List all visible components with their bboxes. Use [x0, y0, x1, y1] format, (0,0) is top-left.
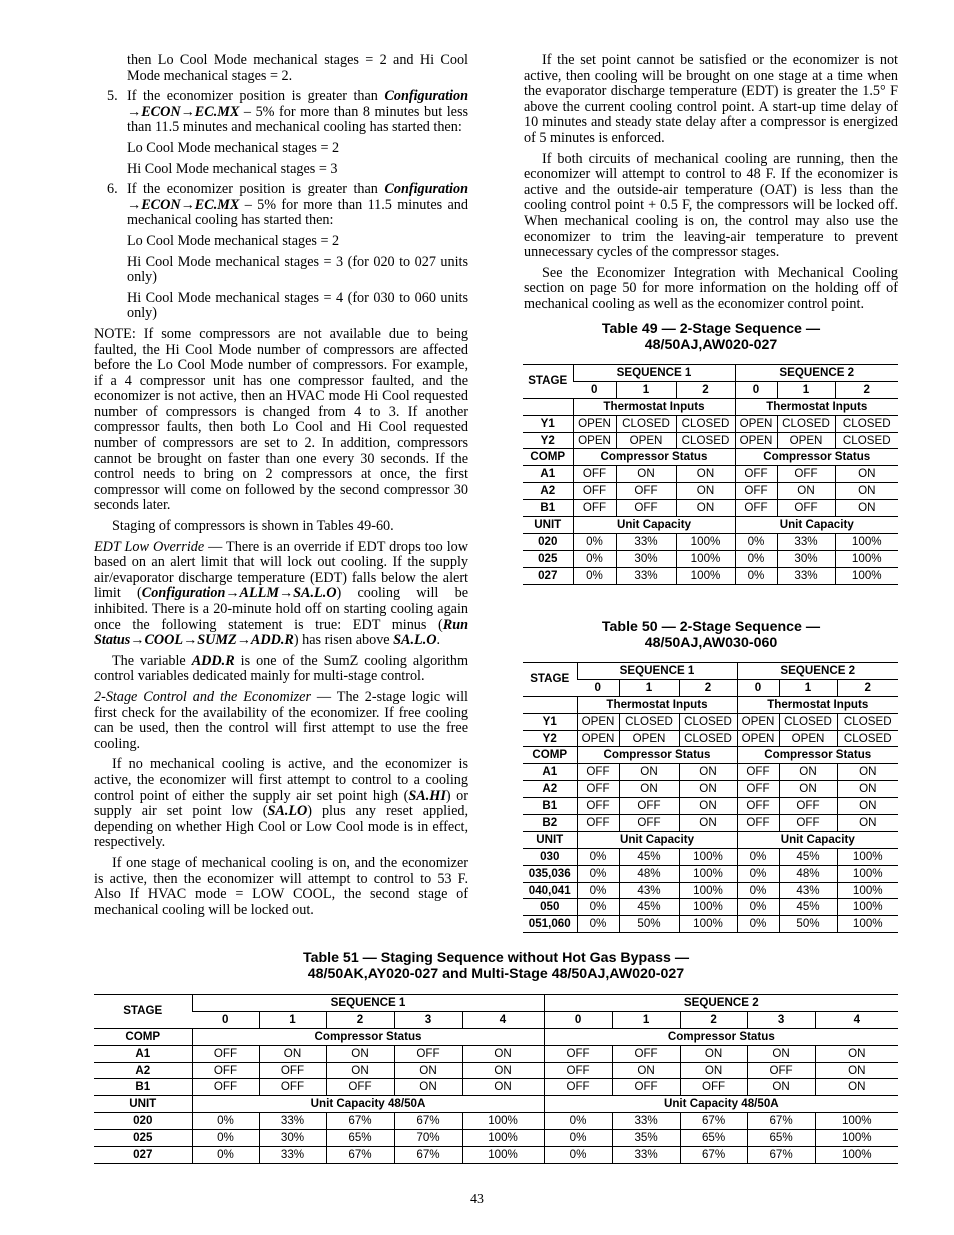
- table-row: [523, 533, 898, 550]
- table-cell: ON: [676, 483, 735, 500]
- table-cell: OPEN: [737, 713, 779, 730]
- comp-header-row: COMP Compressor Status Compressor Status: [94, 1028, 898, 1045]
- table-cell: CLOSED: [679, 730, 737, 747]
- addr-paragraph: The variable ADD.R is one of the SumZ cooling algorithm control variables dedicated mainly for multi-stage control.: [94, 652, 468, 685]
- table-cell: ON: [679, 815, 737, 832]
- table-row: [523, 432, 898, 449]
- table-cell: OFF: [577, 798, 619, 815]
- table-row: [523, 798, 898, 815]
- table-row: [523, 730, 898, 747]
- table-cell: ON: [394, 1062, 462, 1079]
- row-label: B1: [523, 798, 577, 815]
- table-51-title: Table 51 — Staging Sequence without Hot Gas Bypass — 48/50AK,AY020-027 and Multi-Stage 48/50AJ,AW020-027: [302, 950, 690, 982]
- table-row: [94, 1079, 898, 1096]
- row-label: A2: [523, 781, 577, 798]
- table-cell: OFF: [544, 1062, 612, 1079]
- table-cell: 100%: [835, 567, 898, 584]
- table-cell: OFF: [326, 1079, 394, 1096]
- table-cell: OFF: [779, 798, 837, 815]
- table-cell: 33%: [612, 1113, 680, 1130]
- table-cell: OPEN: [573, 415, 616, 432]
- table-cell: 100%: [679, 848, 737, 865]
- table-cell: ON: [326, 1045, 394, 1062]
- table-cell: OFF: [735, 466, 777, 483]
- table-cell: 0%: [577, 848, 619, 865]
- table-row: [94, 1113, 898, 1130]
- table-cell: OPEN: [619, 730, 679, 747]
- table-49-title: Table 49 — 2-Stage Sequence — 48/50AJ,AW020-027: [601, 321, 821, 353]
- table-cell: ON: [679, 764, 737, 781]
- stage-header: STAGE: [523, 663, 577, 697]
- table-cell: 30%: [777, 550, 835, 567]
- table-cell: 0%: [192, 1113, 259, 1130]
- row-label: Y2: [523, 432, 573, 449]
- table-cell: 100%: [679, 882, 737, 899]
- table-cell: OFF: [680, 1079, 747, 1096]
- table-cell: 67%: [394, 1147, 462, 1164]
- steps-row: 0 1 2 3 4 0 1 2 3 4: [94, 1011, 898, 1028]
- table-row: [523, 415, 898, 432]
- table-cell: ON: [394, 1079, 462, 1096]
- table-cell: 33%: [616, 533, 676, 550]
- table-cell: OFF: [735, 483, 777, 500]
- table-cell: 48%: [779, 865, 837, 882]
- table-row: [523, 848, 898, 865]
- steps-row: 0 1 2 0 1 2: [523, 381, 898, 398]
- table-cell: OPEN: [737, 730, 779, 747]
- row-label: 025: [523, 550, 573, 567]
- both-circuits-paragraph: If both circuits of mechanical cooling are running, then the economizer will attempt to control to 48 F. If the economizer is active and the outside-air temperature (OAT) is less than the cooling control point + 0.5 F, the compressors will be locked off. When mechanical cooling is on, the control may also use the economizer to trim the leaving-air temperature to prevent unnecessary cycles of the compressor stages.: [524, 150, 898, 261]
- table-cell: ON: [616, 466, 676, 483]
- table-cell: ON: [612, 1062, 680, 1079]
- sequence-1-header: SEQUENCE 1: [573, 365, 735, 382]
- table-row: [523, 781, 898, 798]
- table-row: [523, 882, 898, 899]
- table-cell: 67%: [680, 1113, 747, 1130]
- right-column: [524, 53, 898, 318]
- row-label: 027: [538, 568, 558, 582]
- table-row: [94, 1147, 898, 1164]
- sequence-2-header: SEQUENCE 2: [544, 995, 898, 1012]
- table-cell: OFF: [619, 798, 679, 815]
- table-row: [523, 550, 898, 567]
- table-row: [523, 567, 898, 584]
- table-cell: 65%: [326, 1130, 394, 1147]
- row-label: Y1: [523, 713, 577, 730]
- table-cell: OPEN: [777, 432, 835, 449]
- sequence-1-header: SEQUENCE 1: [577, 663, 737, 680]
- table-cell: 45%: [779, 899, 837, 916]
- row-label: 020: [523, 533, 573, 550]
- table-cell: ON: [777, 483, 835, 500]
- table-cell: ON: [747, 1045, 815, 1062]
- table-cell: 100%: [462, 1147, 544, 1164]
- table-cell: 43%: [619, 882, 679, 899]
- table-cell: 100%: [835, 533, 898, 550]
- table-cell: OFF: [192, 1045, 259, 1062]
- table-cell: 33%: [616, 567, 676, 584]
- table-cell: 100%: [815, 1113, 898, 1130]
- table-cell: 67%: [394, 1113, 462, 1130]
- table-cell: 33%: [777, 533, 835, 550]
- row-label: 050: [523, 899, 577, 916]
- list-item-6: 6. If the economizer position is greater than Configuration →ECON→EC.MX – 5% for more than 11.5 minutes and mechanical cooling has started then:: [107, 181, 468, 229]
- table-cell: 0%: [192, 1147, 259, 1164]
- table-cell: CLOSED: [777, 415, 835, 432]
- table-cell: ON: [462, 1062, 544, 1079]
- table-row: [523, 865, 898, 882]
- table-cell: OPEN: [577, 730, 619, 747]
- table-cell: OFF: [192, 1062, 259, 1079]
- table-cell: ON: [815, 1045, 898, 1062]
- table-cell: OFF: [612, 1045, 680, 1062]
- table-cell: OFF: [737, 815, 779, 832]
- table-cell: 67%: [326, 1113, 394, 1130]
- row-label: B1: [94, 1079, 192, 1096]
- table-cell: 50%: [779, 916, 837, 933]
- table-cell: 0%: [737, 916, 779, 933]
- table-row: [94, 1130, 898, 1147]
- table-cell: ON: [259, 1045, 326, 1062]
- table-cell: ON: [815, 1062, 898, 1079]
- table-row: [94, 1045, 898, 1062]
- table-row: [523, 483, 898, 500]
- row-label: A1: [94, 1045, 192, 1062]
- table-49: [523, 364, 898, 585]
- one-stage-paragraph: If one stage of mechanical cooling is on, and the economizer is active, then the economizer will attempt to control to 53 F. Also If HVAC mode = LOW COOL, the second stage of mechanical cooling will be locked out.: [94, 854, 468, 918]
- thermostat-header-row: Thermostat Inputs Thermostat Inputs: [523, 696, 898, 713]
- table-cell: CLOSED: [676, 432, 735, 449]
- table-cell: CLOSED: [616, 415, 676, 432]
- item6-lo-cool: Lo Cool Mode mechanical stages = 2: [127, 232, 340, 249]
- table-cell: OFF: [259, 1079, 326, 1096]
- table-cell: ON: [837, 815, 898, 832]
- table-cell: 0%: [573, 550, 616, 567]
- no-mech-paragraph: If no mechanical cooling is active, and the economizer is active, the economizer will first attempt to control to a cooling control point of either the supply air set point high (SA.HI) or supply air set point low (SA.LO) plus any reset applied, depending on whether High Cool or Low Cool mode is in effect, respectively.: [94, 756, 469, 851]
- table-cell: ON: [835, 500, 898, 517]
- comp-header-row: COMP Compressor Status Compressor Status: [523, 747, 898, 764]
- table-50: [523, 662, 898, 933]
- table-cell: ON: [779, 764, 837, 781]
- row-label: 051,060: [528, 917, 571, 931]
- comp-header-row: COMP Compressor Status Compressor Status: [523, 449, 898, 466]
- table-cell: 100%: [679, 865, 737, 882]
- table-cell: 100%: [815, 1130, 898, 1147]
- table-cell: OFF: [577, 815, 619, 832]
- table-row: [523, 466, 898, 483]
- table-cell: CLOSED: [679, 713, 737, 730]
- table-cell: OFF: [192, 1079, 259, 1096]
- table-cell: 0%: [737, 848, 779, 865]
- table-cell: OFF: [747, 1062, 815, 1079]
- table-cell: OFF: [737, 781, 779, 798]
- sequence-2-header: SEQUENCE 2: [737, 663, 898, 680]
- table-cell: 0%: [577, 882, 619, 899]
- table-cell: 33%: [777, 567, 835, 584]
- row-label: 027: [133, 1147, 153, 1161]
- table-cell: ON: [680, 1045, 747, 1062]
- steps-row: 0 1 2 0 1 2: [523, 679, 898, 696]
- row-label: 020: [94, 1113, 192, 1130]
- table-cell: 33%: [259, 1147, 326, 1164]
- table-cell: OFF: [544, 1045, 612, 1062]
- table-cell: 43%: [779, 882, 837, 899]
- table-cell: ON: [837, 764, 898, 781]
- table-cell: OPEN: [616, 432, 676, 449]
- table-cell: 45%: [619, 848, 679, 865]
- table-cell: CLOSED: [837, 713, 898, 730]
- row-label: 040,041: [523, 882, 577, 899]
- staging-paragraph: Staging of compressors is shown in Tables 49-60.: [112, 518, 394, 535]
- table-cell: OFF: [544, 1079, 612, 1096]
- table-cell: ON: [462, 1079, 544, 1096]
- unit-header-row: UNIT Unit Capacity Unit Capacity: [523, 517, 898, 534]
- table-cell: ON: [835, 483, 898, 500]
- table-cell: OFF: [777, 500, 835, 517]
- table-cell: ON: [779, 781, 837, 798]
- table-cell: 100%: [837, 899, 898, 916]
- table-cell: ON: [676, 466, 735, 483]
- table-51: [94, 994, 898, 1164]
- table-cell: ON: [835, 466, 898, 483]
- table-cell: 100%: [676, 567, 735, 584]
- table-cell: 67%: [747, 1113, 815, 1130]
- table-cell: 67%: [680, 1147, 747, 1164]
- item5-lo-cool: Lo Cool Mode mechanical stages = 2: [127, 139, 340, 156]
- table-cell: 0%: [573, 567, 616, 584]
- table-cell: OFF: [612, 1079, 680, 1096]
- table-cell: 100%: [679, 916, 737, 933]
- table-cell: 100%: [837, 882, 898, 899]
- table-cell: 0%: [577, 916, 619, 933]
- table-cell: 100%: [837, 916, 898, 933]
- table-cell: OFF: [394, 1045, 462, 1062]
- table-cell: 100%: [676, 550, 735, 567]
- row-label: A2: [94, 1062, 192, 1079]
- table-cell: OFF: [777, 466, 835, 483]
- table-cell: ON: [680, 1062, 747, 1079]
- table-cell: ON: [462, 1045, 544, 1062]
- table-cell: 65%: [680, 1130, 747, 1147]
- table-cell: CLOSED: [835, 415, 898, 432]
- table-cell: 48%: [619, 865, 679, 882]
- row-label: Y2: [523, 730, 577, 747]
- table-cell: 100%: [679, 899, 737, 916]
- stage-header: STAGE: [523, 365, 573, 399]
- table-cell: OFF: [737, 764, 779, 781]
- table-cell: CLOSED: [676, 415, 735, 432]
- table-cell: 0%: [735, 567, 777, 584]
- table-cell: 0%: [735, 550, 777, 567]
- table-cell: 50%: [619, 916, 679, 933]
- table-cell: 100%: [676, 533, 735, 550]
- table-row: [523, 899, 898, 916]
- table-row: [523, 713, 898, 730]
- table-cell: 0%: [735, 533, 777, 550]
- table-cell: 45%: [779, 848, 837, 865]
- see-also-paragraph: See the Economizer Integration with Mechanical Cooling section on page 50 for more information on the holding off of mechanical cooling as well as the economizer control point.: [524, 264, 898, 312]
- table-cell: OPEN: [735, 415, 777, 432]
- table-cell: ON: [619, 781, 679, 798]
- table-cell: 0%: [544, 1147, 612, 1164]
- table-cell: 100%: [462, 1113, 544, 1130]
- sequence-2-header: SEQUENCE 2: [735, 365, 898, 382]
- table-cell: CLOSED: [835, 432, 898, 449]
- table-row: [523, 916, 898, 933]
- table-cell: ON: [815, 1079, 898, 1096]
- row-label: 030: [523, 848, 577, 865]
- item6-hi-cool-a: Hi Cool Mode mechanical stages = 3 (for 020 to 027 units only): [127, 253, 468, 286]
- table-row: [523, 764, 898, 781]
- table-cell: OFF: [573, 466, 616, 483]
- table-cell: 33%: [259, 1113, 326, 1130]
- row-label: A2: [523, 483, 573, 500]
- two-stage-paragraph: 2-Stage Control and the Economizer — The 2-stage logic will first check for the availability of the economizer. If free cooling can be used, then the control will first attempt to use the free cooling.: [94, 688, 468, 752]
- row-label: B1: [523, 500, 573, 517]
- table-cell: 0%: [544, 1130, 612, 1147]
- table-cell: OFF: [577, 764, 619, 781]
- setpoint-paragraph: If the set point cannot be satisfied or the economizer is not active, then cooling will be brought on one stage at a time when the evaporator discharge temperature (EDT) is greater the 1.5° F above the current cooling control point. A start-up time delay of 10 minutes and steady state delay after a compressor is energized of 5 minutes is enforced.: [524, 52, 898, 146]
- table-cell: 35%: [612, 1130, 680, 1147]
- table-cell: 45%: [619, 899, 679, 916]
- table-cell: ON: [679, 781, 737, 798]
- table-row: [523, 500, 898, 517]
- table-cell: ON: [837, 798, 898, 815]
- table-cell: 30%: [616, 550, 676, 567]
- stage-header: STAGE: [94, 995, 192, 1029]
- thermostat-header-row: Thermostat Inputs Thermostat Inputs: [523, 398, 898, 415]
- table-cell: CLOSED: [779, 713, 837, 730]
- table-cell: 100%: [837, 848, 898, 865]
- table-row: [94, 1062, 898, 1079]
- table-cell: OFF: [737, 798, 779, 815]
- item6-hi-cool-b: Hi Cool Mode mechanical stages = 4 (for 030 to 060 units only): [127, 289, 468, 322]
- row-label: A1: [523, 466, 573, 483]
- unit-header-row: UNIT Unit Capacity Unit Capacity: [523, 831, 898, 848]
- table-row: [523, 815, 898, 832]
- table-cell: 0%: [573, 533, 616, 550]
- table-cell: 0%: [577, 865, 619, 882]
- row-label: Y1: [523, 415, 573, 432]
- table-cell: OFF: [779, 815, 837, 832]
- table-cell: 0%: [577, 899, 619, 916]
- table-cell: ON: [679, 798, 737, 815]
- table-cell: OPEN: [735, 432, 777, 449]
- table-cell: ON: [619, 764, 679, 781]
- table-cell: 0%: [737, 882, 779, 899]
- table-cell: OFF: [577, 781, 619, 798]
- table-cell: 70%: [394, 1130, 462, 1147]
- table-cell: ON: [676, 500, 735, 517]
- row-label: 025: [94, 1130, 192, 1147]
- row-label: A1: [523, 764, 577, 781]
- note-paragraph: NOTE: If some compressors are not available due to being faulted, the Hi Cool Mode number of compressors are affected before the Lo Cool Mode number of compressors. For example, if a 4 compressor unit has one compressor faulted, and the economizer is not active, then an HVAC mode Hi Cool requested number of compressors is changed from 4 to 3. If another compressor faults, then both Lo Cool and Hi Cool requested number of compressors are set to 2. In addition, compressors cannot be brought on faster than one every 30 seconds. If the control needs to bring on 2 compressors at once, the first compressor will come on followed by the second compressor 30 seconds later.: [94, 325, 468, 514]
- table-50-title: Table 50 — 2-Stage Sequence — 48/50AJ,AW030-060: [601, 619, 821, 651]
- edt-override-paragraph: EDT Low Override — There is an override if EDT drops too low based on an alert limit that will lock out cooling. If the supply air/evaporator discharge temperature (EDT) falls below the alert limit (Configuration→ALLM→SA.L.O) cooling will be inhibited. There is a 20-minute hold off on starting cooling again once the following statement is true: EDT minus (Run Status→COOL→SUMZ→ADD.R) has risen above SA.L.O.: [94, 538, 468, 649]
- sequence-1-header: SEQUENCE 1: [192, 995, 544, 1012]
- table-cell: 65%: [747, 1130, 815, 1147]
- list-item-5: 5. If the economizer position is greater than Configuration →ECON→EC.MX – 5% for more than 8 minutes but less than 11.5 minutes and mechanical cooling has started then:: [107, 88, 468, 136]
- table-cell: 100%: [815, 1147, 898, 1164]
- table-cell: 0%: [192, 1130, 259, 1147]
- table-cell: OFF: [619, 815, 679, 832]
- table-cell: 100%: [835, 550, 898, 567]
- table-cell: CLOSED: [619, 713, 679, 730]
- table-cell: 33%: [612, 1147, 680, 1164]
- table-cell: OFF: [259, 1062, 326, 1079]
- table-cell: OFF: [735, 500, 777, 517]
- row-label: 035,036: [523, 865, 577, 882]
- table-cell: OFF: [573, 483, 616, 500]
- table-cell: 0%: [544, 1113, 612, 1130]
- left-column: [94, 53, 468, 923]
- table-cell: OPEN: [577, 713, 619, 730]
- table-cell: OFF: [573, 500, 616, 517]
- unit-header-row: UNIT Unit Capacity 48/50A Unit Capacity 48/50A: [94, 1096, 898, 1113]
- table-cell: OFF: [616, 500, 676, 517]
- table-cell: 67%: [326, 1147, 394, 1164]
- table-cell: CLOSED: [837, 730, 898, 747]
- row-label: B2: [523, 815, 577, 832]
- table-cell: 0%: [737, 865, 779, 882]
- table-cell: 0%: [737, 899, 779, 916]
- table-cell: ON: [837, 781, 898, 798]
- page-number: 43: [470, 1192, 484, 1207]
- table-cell: 100%: [837, 865, 898, 882]
- table-cell: OPEN: [573, 432, 616, 449]
- table-cell: OPEN: [779, 730, 837, 747]
- paragraph-continuation: then Lo Cool Mode mechanical stages = 2 and Hi Cool Mode mechanical stages = 2.: [127, 52, 468, 84]
- item5-hi-cool: Hi Cool Mode mechanical stages = 3: [127, 160, 338, 177]
- table-cell: 30%: [259, 1130, 326, 1147]
- table-cell: 67%: [747, 1147, 815, 1164]
- table-cell: OFF: [616, 483, 676, 500]
- table-cell: ON: [326, 1062, 394, 1079]
- table-cell: 100%: [462, 1130, 544, 1147]
- table-cell: ON: [747, 1079, 815, 1096]
